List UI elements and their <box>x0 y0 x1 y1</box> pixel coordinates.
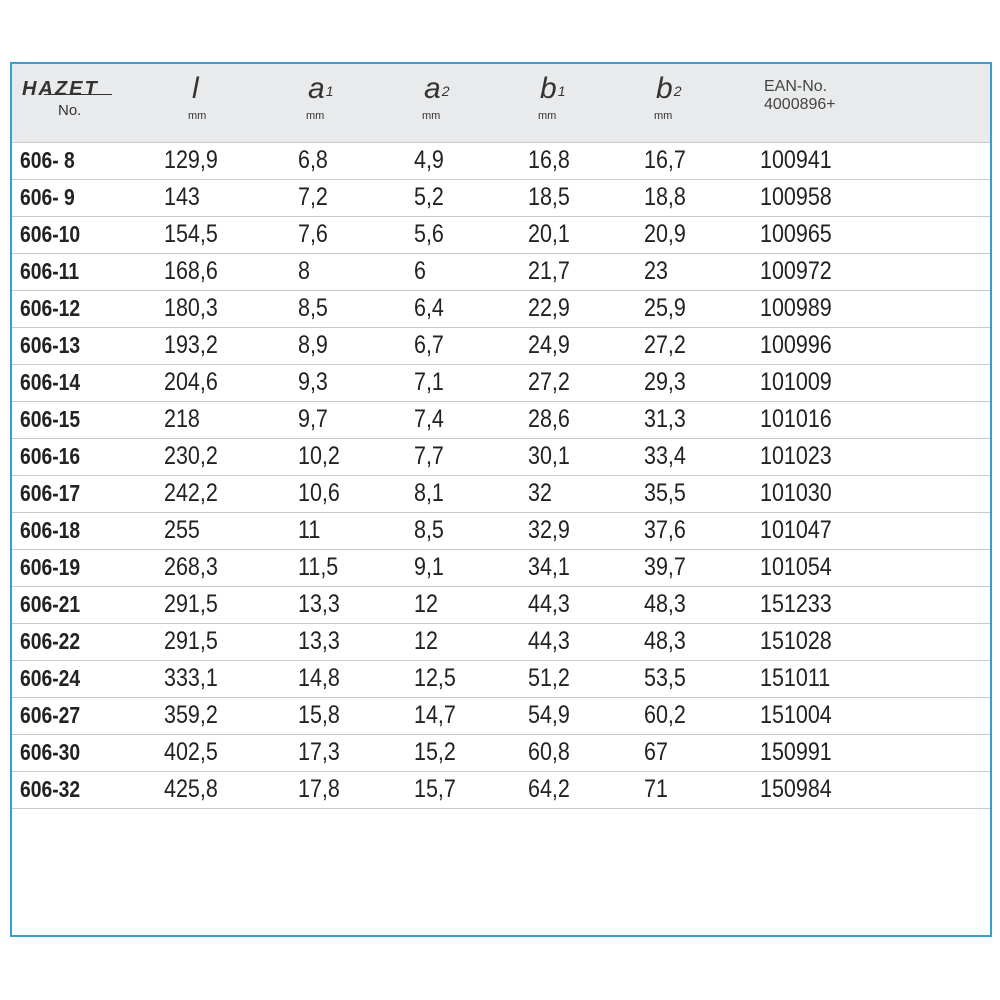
cell-l: 218 <box>164 405 200 433</box>
cell-a1: 13,3 <box>298 627 340 655</box>
cell-a2: 5,6 <box>414 220 444 248</box>
cell-b1: 24,9 <box>528 331 570 359</box>
cell-a1: 14,8 <box>298 664 340 692</box>
cell-b1: 32,9 <box>528 516 570 544</box>
cell-no: 606- 8 <box>20 147 75 173</box>
cell-no: 606-32 <box>20 776 81 802</box>
cell-a2: 12 <box>414 590 438 618</box>
cell-a1: 11,5 <box>298 553 339 581</box>
table-row <box>12 512 990 550</box>
cell-a1: 17,8 <box>298 775 340 803</box>
cell-a1: 9,7 <box>298 405 328 433</box>
cell-ean: 151028 <box>760 627 832 655</box>
cell-no: 606-13 <box>20 332 81 358</box>
cell-b2: 18,8 <box>644 183 686 211</box>
cell-a2: 7,7 <box>414 442 444 470</box>
cell-b1: 51,2 <box>528 664 570 692</box>
cell-l: 291,5 <box>164 627 218 655</box>
cell-l: 143 <box>164 183 200 211</box>
cell-l: 204,6 <box>164 368 218 396</box>
table-row <box>12 438 990 476</box>
cell-a1: 10,6 <box>298 479 340 507</box>
cell-no: 606-30 <box>20 739 81 765</box>
cell-b1: 16,8 <box>528 146 570 174</box>
table-row <box>12 549 990 587</box>
cell-b2: 67 <box>644 738 668 766</box>
cell-b2: 23 <box>644 257 668 285</box>
cell-a1: 7,6 <box>298 220 328 248</box>
cell-b1: 21,7 <box>528 257 570 285</box>
header-a2-symbol: $a_2$ <box>424 72 450 105</box>
cell-a1: 8 <box>298 257 310 285</box>
cell-a2: 14,7 <box>414 701 456 729</box>
cell-a1: 6,8 <box>298 146 328 174</box>
cell-l: 425,8 <box>164 775 218 803</box>
cell-no: 606-18 <box>20 517 81 543</box>
cell-b2: 33,4 <box>644 442 686 470</box>
cell-ean: 151004 <box>760 701 832 729</box>
header-l-symbol: l <box>192 72 199 105</box>
cell-a2: 5,2 <box>414 183 444 211</box>
cell-a1: 7,2 <box>298 183 328 211</box>
header-b1-unit: mm <box>538 110 557 122</box>
cell-l: 230,2 <box>164 442 218 470</box>
cell-ean: 101016 <box>760 405 832 433</box>
cell-a2: 12 <box>414 627 438 655</box>
cell-a2: 6,4 <box>414 294 444 322</box>
cell-ean: 150984 <box>760 775 832 803</box>
table-row <box>12 290 990 328</box>
cell-b1: 28,6 <box>528 405 570 433</box>
cell-b1: 54,9 <box>528 701 570 729</box>
cell-a2: 6 <box>414 257 426 285</box>
cell-b2: 20,9 <box>644 220 686 248</box>
cell-a2: 8,5 <box>414 516 444 544</box>
cell-l: 402,5 <box>164 738 218 766</box>
cell-a1: 15,8 <box>298 701 340 729</box>
cell-no: 606-11 <box>20 258 80 284</box>
cell-a2: 15,7 <box>414 775 456 803</box>
hazet-logo: HAZET <box>22 78 99 100</box>
cell-no: 606-12 <box>20 295 81 321</box>
table-row <box>12 734 990 772</box>
header-b1-symbol: $b_1$ <box>540 72 566 105</box>
header-b2-symbol: $b_2$ <box>656 72 682 105</box>
cell-a2: 7,1 <box>414 368 444 396</box>
cell-b1: 64,2 <box>528 775 570 803</box>
table-row <box>12 586 990 624</box>
cell-b1: 44,3 <box>528 590 570 618</box>
cell-ean: 100989 <box>760 294 832 322</box>
table-row <box>12 216 990 254</box>
header-a2-unit: mm <box>422 110 441 122</box>
cell-b1: 27,2 <box>528 368 570 396</box>
spec-table <box>10 62 992 937</box>
cell-l: 180,3 <box>164 294 218 322</box>
cell-a2: 7,4 <box>414 405 444 433</box>
header-a1-symbol: $a_1$ <box>308 72 334 105</box>
table-row <box>12 142 990 180</box>
no-header: No. <box>58 102 82 119</box>
cell-b1: 34,1 <box>528 553 570 581</box>
cell-b1: 30,1 <box>528 442 570 470</box>
table-row <box>12 364 990 402</box>
cell-b2: 48,3 <box>644 627 686 655</box>
cell-no: 606-14 <box>20 369 81 395</box>
ean-prefix: 4000896+ <box>764 96 836 113</box>
cell-no: 606- 9 <box>20 184 75 210</box>
cell-b1: 22,9 <box>528 294 570 322</box>
cell-a1: 10,2 <box>298 442 340 470</box>
cell-a1: 11 <box>298 516 321 544</box>
cell-ean: 100958 <box>760 183 832 211</box>
table-row <box>12 253 990 291</box>
cell-b1: 20,1 <box>528 220 570 248</box>
ean-label: EAN-No. <box>764 78 828 95</box>
table-row <box>12 327 990 365</box>
cell-b1: 44,3 <box>528 627 570 655</box>
cell-b2: 16,7 <box>644 146 686 174</box>
cell-l: 242,2 <box>164 479 218 507</box>
cell-b2: 25,9 <box>644 294 686 322</box>
cell-ean: 101030 <box>760 479 832 507</box>
cell-no: 606-22 <box>20 628 81 654</box>
cell-b2: 31,3 <box>644 405 686 433</box>
table-row <box>12 179 990 217</box>
cell-no: 606-24 <box>20 665 81 691</box>
table-row <box>12 401 990 439</box>
cell-no: 606-15 <box>20 406 81 432</box>
cell-l: 333,1 <box>164 664 218 692</box>
cell-a2: 8,1 <box>414 479 444 507</box>
cell-a1: 8,9 <box>298 331 328 359</box>
table-row <box>12 660 990 698</box>
cell-ean: 100965 <box>760 220 832 248</box>
cell-a2: 6,7 <box>414 331 444 359</box>
table-row <box>12 475 990 513</box>
cell-b2: 53,5 <box>644 664 686 692</box>
cell-ean: 101047 <box>760 516 832 544</box>
cell-a2: 4,9 <box>414 146 444 174</box>
cell-b1: 18,5 <box>528 183 570 211</box>
cell-no: 606-27 <box>20 702 81 728</box>
cell-b1: 60,8 <box>528 738 570 766</box>
cell-ean: 100941 <box>760 146 832 174</box>
logo-underline <box>44 94 112 95</box>
cell-ean: 100972 <box>760 257 832 285</box>
cell-a2: 9,1 <box>414 553 444 581</box>
cell-ean: 151233 <box>760 590 832 618</box>
cell-l: 154,5 <box>164 220 218 248</box>
cell-b2: 37,6 <box>644 516 686 544</box>
cell-b2: 71 <box>644 775 668 803</box>
table-header <box>12 64 990 143</box>
cell-ean: 101009 <box>760 368 832 396</box>
cell-l: 168,6 <box>164 257 218 285</box>
cell-b2: 27,2 <box>644 331 686 359</box>
cell-a1: 17,3 <box>298 738 340 766</box>
cell-no: 606-19 <box>20 554 81 580</box>
cell-no: 606-17 <box>20 480 81 506</box>
cell-a1: 13,3 <box>298 590 340 618</box>
cell-l: 291,5 <box>164 590 218 618</box>
table-row <box>12 623 990 661</box>
cell-b2: 48,3 <box>644 590 686 618</box>
cell-ean: 151011 <box>760 664 831 692</box>
cell-l: 359,2 <box>164 701 218 729</box>
cell-a1: 8,5 <box>298 294 328 322</box>
header-a1-unit: mm <box>306 110 325 122</box>
cell-l: 129,9 <box>164 146 218 174</box>
header-b2-unit: mm <box>654 110 673 122</box>
cell-no: 606-10 <box>20 221 81 247</box>
cell-b2: 39,7 <box>644 553 686 581</box>
cell-l: 255 <box>164 516 200 544</box>
cell-a2: 15,2 <box>414 738 456 766</box>
cell-b2: 60,2 <box>644 701 686 729</box>
cell-b1: 32 <box>528 479 552 507</box>
cell-no: 606-21 <box>20 591 81 617</box>
cell-no: 606-16 <box>20 443 81 469</box>
cell-b2: 29,3 <box>644 368 686 396</box>
header-ean <box>764 78 836 114</box>
table-row <box>12 771 990 809</box>
cell-ean: 150991 <box>760 738 832 766</box>
cell-ean: 101023 <box>760 442 832 470</box>
cell-ean: 101054 <box>760 553 832 581</box>
cell-a2: 12,5 <box>414 664 456 692</box>
cell-l: 268,3 <box>164 553 218 581</box>
cell-ean: 100996 <box>760 331 832 359</box>
header-l-unit: mm <box>188 110 207 122</box>
table-row <box>12 697 990 735</box>
cell-a1: 9,3 <box>298 368 328 396</box>
cell-b2: 35,5 <box>644 479 686 507</box>
cell-l: 193,2 <box>164 331 218 359</box>
